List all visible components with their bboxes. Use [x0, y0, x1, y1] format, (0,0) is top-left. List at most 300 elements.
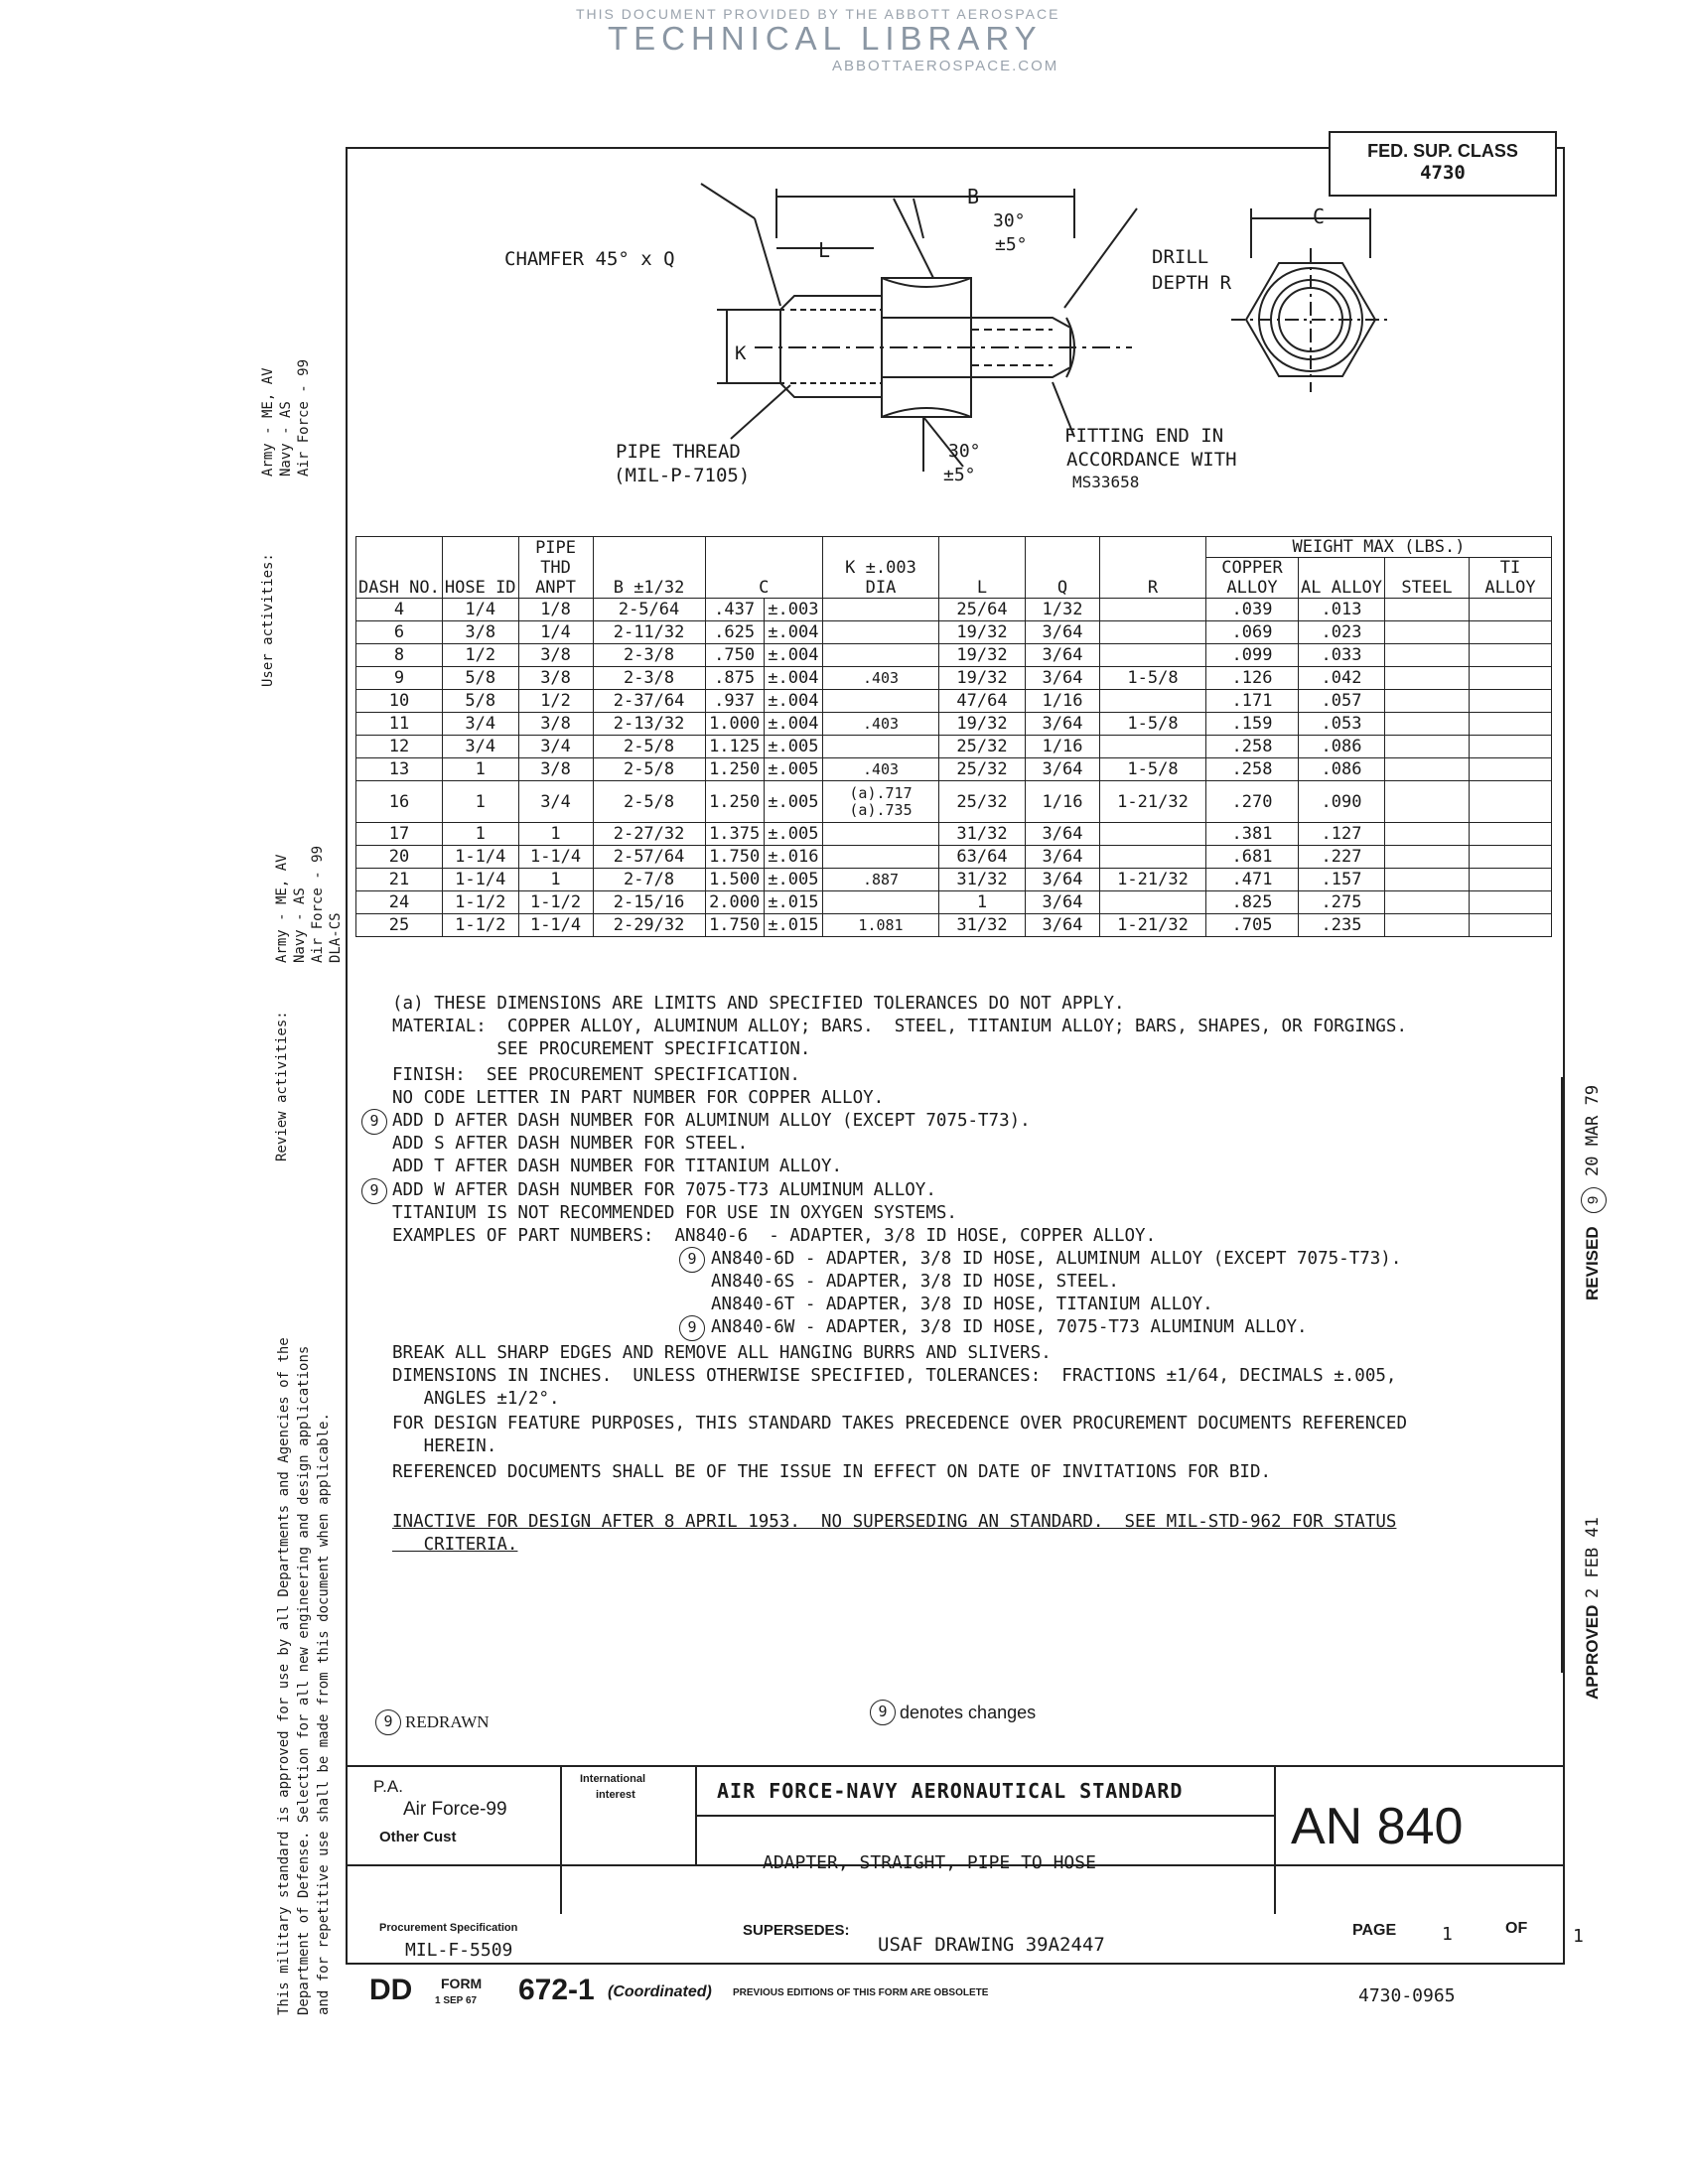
table-cell-al: .057 [1299, 690, 1385, 713]
table-row [356, 914, 1552, 937]
table-cell-hose: 3/4 [442, 736, 518, 758]
angle-bottom-tol: ±5° [943, 465, 976, 485]
angle-top-tol: ±5° [995, 234, 1028, 255]
table-cell-ti [1470, 690, 1552, 713]
fitting-end-line1: FITTING END IN [1064, 425, 1224, 447]
table-row [356, 891, 1552, 914]
table-cell-b: 2-5/8 [593, 736, 705, 758]
table-header-top [356, 537, 1552, 558]
approved-label: APPROVED [1583, 1604, 1602, 1700]
title-block-mid-rule [695, 1815, 1275, 1817]
table-cell-hose: 1-1/2 [442, 891, 518, 914]
table-cell-q: 3/64 [1026, 823, 1100, 846]
redrawn-label: REDRAWN [405, 1712, 490, 1731]
table-cell-al: .275 [1299, 891, 1385, 914]
user-activity-af: Air Force - 99 [296, 358, 312, 477]
table-cell-cu: .258 [1206, 758, 1299, 781]
provider-line: THIS DOCUMENT PROVIDED BY THE ABBOTT AEROSPACE [576, 6, 1060, 22]
table-cell-l: 25/32 [939, 781, 1026, 823]
chamfer-label: CHAMFER 45° x Q [504, 248, 675, 270]
table-cell-k [823, 621, 939, 644]
table-cell-l: 19/32 [939, 644, 1026, 667]
table-cell-hose: 1-1/2 [442, 914, 518, 937]
table-cell-pipe: 3/8 [518, 758, 593, 781]
table-cell-q: 1/16 [1026, 690, 1100, 713]
approval-statement-2: Department of Defense. Selection for all new engineering and design applications [296, 1345, 312, 2015]
dimension-table [355, 536, 1552, 937]
table-row [356, 621, 1552, 644]
note-example-6d: AN840-6D - ADAPTER, 3/8 ID HOSE, ALUMINUM ALLOY (EXCEPT 7075-T73). [711, 1249, 1402, 1269]
table-cell-hose: 3/8 [442, 621, 518, 644]
standard-title: AIR FORCE-NAVY AERONAUTICAL STANDARD [717, 1779, 1184, 1803]
right-margin-rule [1561, 1077, 1563, 1673]
table-cell-r: 1-5/8 [1100, 758, 1206, 781]
table-cell-steel [1385, 736, 1470, 758]
table-cell-hose: 1/2 [442, 644, 518, 667]
table-cell-pipe: 1/8 [518, 599, 593, 621]
note-finish: FINISH: SEE PROCUREMENT SPECIFICATION. [392, 1065, 800, 1085]
table-cell-dash: 25 [356, 914, 443, 937]
table-cell-hose: 1 [442, 758, 518, 781]
change-mark-w [361, 1178, 389, 1204]
note-add-t: ADD T AFTER DASH NUMBER FOR TITANIUM ALLOY. [392, 1157, 843, 1176]
table-cell-dash: 16 [356, 781, 443, 823]
table-cell-pipe: 1/2 [518, 690, 593, 713]
col-pipe: PIPE THD ANPT [518, 537, 593, 599]
table-cell-l: 19/32 [939, 667, 1026, 690]
pipe-thread-label: PIPE THREAD [616, 441, 741, 463]
table-cell-hose: 1 [442, 781, 518, 823]
table-cell-c: 1.000 [705, 713, 764, 736]
table-cell-q: 1/16 [1026, 736, 1100, 758]
table-cell-l: 31/32 [939, 823, 1026, 846]
review-activity-dla: DLA-CS [328, 912, 344, 963]
table-cell-al: .090 [1299, 781, 1385, 823]
table-cell-pipe: 1 [518, 869, 593, 891]
footer-stock-number: 4730-0965 [1358, 1985, 1456, 2006]
table-cell-pipe: 1-1/4 [518, 846, 593, 869]
note-examples: EXAMPLES OF PART NUMBERS: AN840-6 - ADAPTER, 3/8 ID HOSE, COPPER ALLOY. [392, 1226, 1157, 1246]
review-activity-army: Army - ME, AV [274, 854, 290, 963]
table-cell-c: 1.125 [705, 736, 764, 758]
table-cell-ti [1470, 758, 1552, 781]
table-cell-b: 2-5/8 [593, 758, 705, 781]
table-cell-steel [1385, 758, 1470, 781]
table-cell-q: 3/64 [1026, 621, 1100, 644]
approved-date: 2 FEB 41 [1583, 1517, 1603, 1598]
note-a: (a) THESE DIMENSIONS ARE LIMITS AND SPECIFIED TOLERANCES DO NOT APPLY. [392, 994, 1125, 1014]
revised-date: 20 MAR 79 [1583, 1084, 1603, 1176]
note-inactive: INACTIVE FOR DESIGN AFTER 8 APRIL 1953. NO SUPERSEDING AN STANDARD. SEE MIL-STD-962 FOR STATUS [392, 1512, 1397, 1532]
table-cell-dash: 9 [356, 667, 443, 690]
table-cell-ti [1470, 869, 1552, 891]
footer-dd: DD [369, 1974, 413, 2006]
table-cell-c: .875 [705, 667, 764, 690]
table-cell-pipe: 1-1/2 [518, 891, 593, 914]
table-cell-l: 25/64 [939, 599, 1026, 621]
note-referenced: REFERENCED DOCUMENTS SHALL BE OF THE ISSUE IN EFFECT ON DATE OF INVITATIONS FOR BID. [392, 1462, 1272, 1482]
footer-coordinated: (Coordinated) [608, 1983, 712, 2000]
table-cell-b: 2-13/32 [593, 713, 705, 736]
fed-sup-class-value: 4730 [1420, 162, 1466, 184]
dim-l-label: L [818, 238, 831, 262]
table-cell-c: 1.250 [705, 758, 764, 781]
weight-max-header: WEIGHT MAX (LBS.) [1206, 537, 1552, 558]
table-cell-r: 1-5/8 [1100, 713, 1206, 736]
table-cell-dash: 10 [356, 690, 443, 713]
user-activity-navy: Navy - AS [278, 401, 294, 477]
table-cell-k [823, 644, 939, 667]
table-cell-ti [1470, 823, 1552, 846]
col-b: B ±1/32 [593, 537, 705, 599]
table-cell-l: 25/32 [939, 736, 1026, 758]
change-mark-icon: 9 [361, 1109, 387, 1135]
table-cell-c: 2.000 [705, 891, 764, 914]
table-cell-hose: 5/8 [442, 667, 518, 690]
table-row [356, 599, 1552, 621]
table-cell-ct: ±.005 [764, 736, 822, 758]
change-mark-6d [679, 1247, 707, 1273]
table-cell-l: 47/64 [939, 690, 1026, 713]
table-cell-q: 3/64 [1026, 644, 1100, 667]
note-herein: HEREIN. [392, 1436, 497, 1456]
title-block-divider-1 [560, 1765, 562, 1914]
supersedes-label: SUPERSEDES: [743, 1922, 850, 1939]
table-cell-steel [1385, 599, 1470, 621]
note-criteria: CRITERIA. [392, 1535, 518, 1555]
col-q: Q [1026, 537, 1100, 599]
table-cell-l: 25/32 [939, 758, 1026, 781]
table-cell-q: 1/16 [1026, 781, 1100, 823]
part-title: ADAPTER, STRAIGHT, PIPE TO HOSE [763, 1852, 1096, 1873]
table-cell-k [823, 599, 939, 621]
page-label: PAGE [1352, 1922, 1397, 1939]
table-cell-r [1100, 621, 1206, 644]
table-cell-steel [1385, 644, 1470, 667]
table-cell-ti [1470, 736, 1552, 758]
table-cell-r [1100, 891, 1206, 914]
table-row [356, 869, 1552, 891]
table-cell-q: 1/32 [1026, 599, 1100, 621]
table-cell-ct: ±.005 [764, 869, 822, 891]
change-mark-icon: 9 [361, 1178, 387, 1204]
table-cell-c: .937 [705, 690, 764, 713]
table-cell-steel [1385, 621, 1470, 644]
table-row [356, 758, 1552, 781]
table-cell-b: 2-11/32 [593, 621, 705, 644]
table-cell-cu: .039 [1206, 599, 1299, 621]
table-cell-steel [1385, 914, 1470, 937]
table-cell-r [1100, 736, 1206, 758]
table-cell-k [823, 846, 939, 869]
note-titanium: TITANIUM IS NOT RECOMMENDED FOR USE IN OXYGEN SYSTEMS. [392, 1203, 957, 1223]
note-material-cont: SEE PROCUREMENT SPECIFICATION. [392, 1039, 811, 1059]
table-cell-dash: 20 [356, 846, 443, 869]
table-cell-al: .086 [1299, 758, 1385, 781]
table-cell-pipe: 1-1/4 [518, 914, 593, 937]
table-cell-ti [1470, 621, 1552, 644]
table-cell-cu: .069 [1206, 621, 1299, 644]
table-cell-pipe: 1 [518, 823, 593, 846]
table-cell-pipe: 3/4 [518, 736, 593, 758]
table-cell-pipe: 1/4 [518, 621, 593, 644]
fed-sup-class-label: FED. SUP. CLASS [1367, 141, 1518, 161]
table-cell-steel [1385, 891, 1470, 914]
table-cell-r [1100, 846, 1206, 869]
note-add-d: ADD D AFTER DASH NUMBER FOR ALUMINUM ALLOY (EXCEPT 7075-T73). [392, 1111, 1031, 1131]
table-cell-b: 2-29/32 [593, 914, 705, 937]
note-example-6w: AN840-6W - ADAPTER, 3/8 ID HOSE, 7075-T73 ALUMINUM ALLOY. [711, 1317, 1308, 1337]
angle-top-label: 30° [993, 210, 1026, 231]
table-cell-q: 3/64 [1026, 667, 1100, 690]
table-cell-ct: ±.015 [764, 914, 822, 937]
table-cell-ti [1470, 667, 1552, 690]
doc-number: AN 840 [1291, 1798, 1464, 1855]
col-r: R [1100, 537, 1206, 599]
table-cell-l: 19/32 [939, 713, 1026, 736]
table-cell-cu: .471 [1206, 869, 1299, 891]
table-cell-ct: ±.004 [764, 690, 822, 713]
approval-statement-1: This military standard is approved for use by all Departments and Agencies of the [276, 1337, 292, 2015]
table-cell-ct: ±.003 [764, 599, 822, 621]
table-cell-b: 2-57/64 [593, 846, 705, 869]
table-cell-steel [1385, 713, 1470, 736]
table-cell-al: .053 [1299, 713, 1385, 736]
table-cell-al: .086 [1299, 736, 1385, 758]
table-cell-cu: .159 [1206, 713, 1299, 736]
note-no-code: NO CODE LETTER IN PART NUMBER FOR COPPER ALLOY. [392, 1088, 885, 1108]
table-cell-b: 2-5/8 [593, 781, 705, 823]
table-cell-l: 63/64 [939, 846, 1026, 869]
of-value: 1 [1573, 1926, 1584, 1947]
denotes-changes-label: denotes changes [900, 1703, 1037, 1722]
table-cell-cu: .681 [1206, 846, 1299, 869]
page-value: 1 [1442, 1924, 1453, 1945]
table-cell-c: 1.750 [705, 914, 764, 937]
revised-change-mark: 9 [1581, 1187, 1607, 1213]
drill-label: DRILL [1152, 246, 1209, 268]
table-cell-ti [1470, 846, 1552, 869]
table-cell-hose: 3/4 [442, 713, 518, 736]
note-add-w: ADD W AFTER DASH NUMBER FOR 7075-T73 ALUMINUM ALLOY. [392, 1180, 936, 1200]
footer-form-number: 672-1 [518, 1974, 595, 2006]
table-cell-steel [1385, 823, 1470, 846]
denotes-mark [870, 1700, 898, 1725]
table-cell-c: .750 [705, 644, 764, 667]
title-block-top-rule [346, 1765, 1563, 1767]
table-cell-b: 2-3/8 [593, 667, 705, 690]
table-cell-steel [1385, 667, 1470, 690]
table-cell-ti [1470, 713, 1552, 736]
table-cell-pipe: 3/8 [518, 667, 593, 690]
table-cell-c: 1.250 [705, 781, 764, 823]
table-cell-hose: 1-1/4 [442, 869, 518, 891]
table-cell-cu: .258 [1206, 736, 1299, 758]
review-activities-label: Review activities: [274, 1011, 290, 1161]
title-block-divider-3 [1274, 1765, 1276, 1914]
table-cell-hose: 1/4 [442, 599, 518, 621]
table-cell-r [1100, 644, 1206, 667]
table-cell-r: 1-21/32 [1100, 869, 1206, 891]
table-cell-dash: 13 [356, 758, 443, 781]
col-copper: COPPER ALLOY [1206, 558, 1299, 599]
col-hose: HOSE ID [442, 537, 518, 599]
footer-previous-editions: PREVIOUS EDITIONS OF THIS FORM ARE OBSOLETE [733, 1987, 989, 1998]
table-cell-cu: .825 [1206, 891, 1299, 914]
table-cell-c: 1.500 [705, 869, 764, 891]
note-design-feature: FOR DESIGN FEATURE PURPOSES, THIS STANDARD TAKES PRECEDENCE OVER PROCUREMENT DOCUMENTS REFERENCED [392, 1414, 1407, 1433]
table-cell-al: .127 [1299, 823, 1385, 846]
table-cell-ct: ±.005 [764, 758, 822, 781]
table-cell-q: 3/64 [1026, 846, 1100, 869]
table-cell-al: .157 [1299, 869, 1385, 891]
col-steel: STEEL [1385, 558, 1470, 599]
change-mark-icon: 9 [679, 1247, 705, 1273]
dim-c-label: C [1313, 205, 1326, 228]
table-cell-k: .403 [823, 758, 939, 781]
table-cell-r [1100, 599, 1206, 621]
redrawn-mark [375, 1709, 403, 1735]
table-cell-cu: .381 [1206, 823, 1299, 846]
table-cell-q: 3/64 [1026, 891, 1100, 914]
table-cell-al: .023 [1299, 621, 1385, 644]
table-cell-b: 2-3/8 [593, 644, 705, 667]
other-cust-label: Other Cust [379, 1829, 457, 1845]
table-cell-al: .227 [1299, 846, 1385, 869]
revised-label: REVISED [1583, 1226, 1602, 1300]
table-cell-r: 1-21/32 [1100, 781, 1206, 823]
table-cell-ti [1470, 914, 1552, 937]
table-cell-k: .403 [823, 667, 939, 690]
table-cell-al: .013 [1299, 599, 1385, 621]
change-mark-icon: 9 [679, 1315, 705, 1341]
table-cell-k [823, 736, 939, 758]
col-al: AL ALLOY [1299, 558, 1385, 599]
table-cell-ti [1470, 644, 1552, 667]
table-cell-dash: 4 [356, 599, 443, 621]
footer-form-date: 1 SEP 67 [435, 1995, 478, 2006]
table-cell-ct: ±.004 [764, 644, 822, 667]
table-cell-b: 2-5/64 [593, 599, 705, 621]
footer-form-label: FORM [441, 1976, 483, 1991]
change-mark-icon: 9 [375, 1709, 401, 1735]
col-dash: DASH NO. [356, 537, 443, 599]
table-cell-k [823, 690, 939, 713]
note-dimensions: DIMENSIONS IN INCHES. UNLESS OTHERWISE SPECIFIED, TOLERANCES: FRACTIONS ±1/64, DECIMALS ±.005, [392, 1366, 1397, 1386]
dimension-table-body [356, 599, 1552, 937]
table-cell-pipe: 3/8 [518, 713, 593, 736]
proc-spec-value: MIL-F-5509 [405, 1940, 513, 1961]
dim-b-label: B [967, 185, 980, 208]
table-cell-k: (a).717 (a).735 [823, 781, 939, 823]
table-cell-c: .437 [705, 599, 764, 621]
table-cell-steel [1385, 869, 1470, 891]
table-row [356, 713, 1552, 736]
table-cell-dash: 17 [356, 823, 443, 846]
table-cell-hose: 1 [442, 823, 518, 846]
review-activity-navy: Navy - AS [292, 887, 308, 963]
table-cell-r: 1-21/32 [1100, 914, 1206, 937]
pa-value: Air Force-99 [403, 1799, 507, 1820]
table-cell-hose: 5/8 [442, 690, 518, 713]
proc-spec-label: Procurement Specification [379, 1922, 518, 1934]
table-row [356, 690, 1552, 713]
table-cell-ct: ±.004 [764, 667, 822, 690]
table-cell-c: .625 [705, 621, 764, 644]
table-cell-ct: ±.004 [764, 713, 822, 736]
table-cell-c: 1.750 [705, 846, 764, 869]
table-cell-ti [1470, 891, 1552, 914]
table-cell-ct: ±.005 [764, 781, 822, 823]
table-cell-k [823, 891, 939, 914]
of-label: OF [1505, 1920, 1528, 1937]
change-mark-d [361, 1109, 389, 1135]
table-cell-b: 2-37/64 [593, 690, 705, 713]
col-ti: TI ALLOY [1470, 558, 1552, 599]
table-row [356, 846, 1552, 869]
table-cell-q: 3/64 [1026, 758, 1100, 781]
table-cell-steel [1385, 690, 1470, 713]
pa-label: P.A. [373, 1777, 403, 1796]
table-cell-k [823, 823, 939, 846]
pipe-thread-spec: (MIL-P-7105) [614, 465, 751, 486]
table-row [356, 667, 1552, 690]
library-site: ABBOTTAEROSPACE.COM [832, 58, 1059, 74]
change-mark-icon: 9 [870, 1700, 896, 1725]
note-angles: ANGLES ±1/2°. [392, 1389, 560, 1409]
table-cell-al: .042 [1299, 667, 1385, 690]
table-cell-cu: .099 [1206, 644, 1299, 667]
table-cell-hose: 1-1/4 [442, 846, 518, 869]
table-cell-al: .235 [1299, 914, 1385, 937]
table-cell-k: 1.081 [823, 914, 939, 937]
note-example-6t: AN840-6T - ADAPTER, 3/8 ID HOSE, TITANIUM ALLOY. [711, 1295, 1213, 1314]
table-cell-ti [1470, 599, 1552, 621]
table-cell-l: 31/32 [939, 869, 1026, 891]
table-cell-r [1100, 690, 1206, 713]
table-cell-dash: 24 [356, 891, 443, 914]
table-cell-l: 19/32 [939, 621, 1026, 644]
table-cell-l: 1 [939, 891, 1026, 914]
table-cell-cu: .171 [1206, 690, 1299, 713]
col-c: C [705, 537, 822, 599]
user-activities-label: User activities: [260, 553, 276, 687]
dim-k-label: K [735, 342, 747, 364]
table-cell-l: 31/32 [939, 914, 1026, 937]
library-title: TECHNICAL LIBRARY [608, 20, 1043, 57]
table-cell-dash: 11 [356, 713, 443, 736]
table-cell-pipe: 3/8 [518, 644, 593, 667]
table-cell-ct: ±.005 [764, 823, 822, 846]
change-mark-6w [679, 1315, 707, 1341]
fitting-end-line2: ACCORDANCE WITH [1066, 449, 1237, 471]
fitting-end-line3: MS33658 [1072, 473, 1140, 491]
table-cell-ct: ±.004 [764, 621, 822, 644]
table-cell-b: 2-7/8 [593, 869, 705, 891]
table-row [356, 781, 1552, 823]
table-cell-b: 2-27/32 [593, 823, 705, 846]
note-break-edges: BREAK ALL SHARP EDGES AND REMOVE ALL HANGING BURRS AND SLIVERS. [392, 1343, 1052, 1363]
table-cell-q: 3/64 [1026, 713, 1100, 736]
table-cell-c: 1.375 [705, 823, 764, 846]
note-example-6s: AN840-6S - ADAPTER, 3/8 ID HOSE, STEEL. [711, 1272, 1119, 1292]
table-cell-ct: ±.016 [764, 846, 822, 869]
table-cell-steel [1385, 781, 1470, 823]
table-cell-k: .887 [823, 869, 939, 891]
table-row [356, 736, 1552, 758]
col-l: L [939, 537, 1026, 599]
note-material: MATERIAL: COPPER ALLOY, ALUMINUM ALLOY; BARS. STEEL, TITANIUM ALLOY; BARS, SHAPES, OR FORGINGS. [392, 1017, 1407, 1036]
